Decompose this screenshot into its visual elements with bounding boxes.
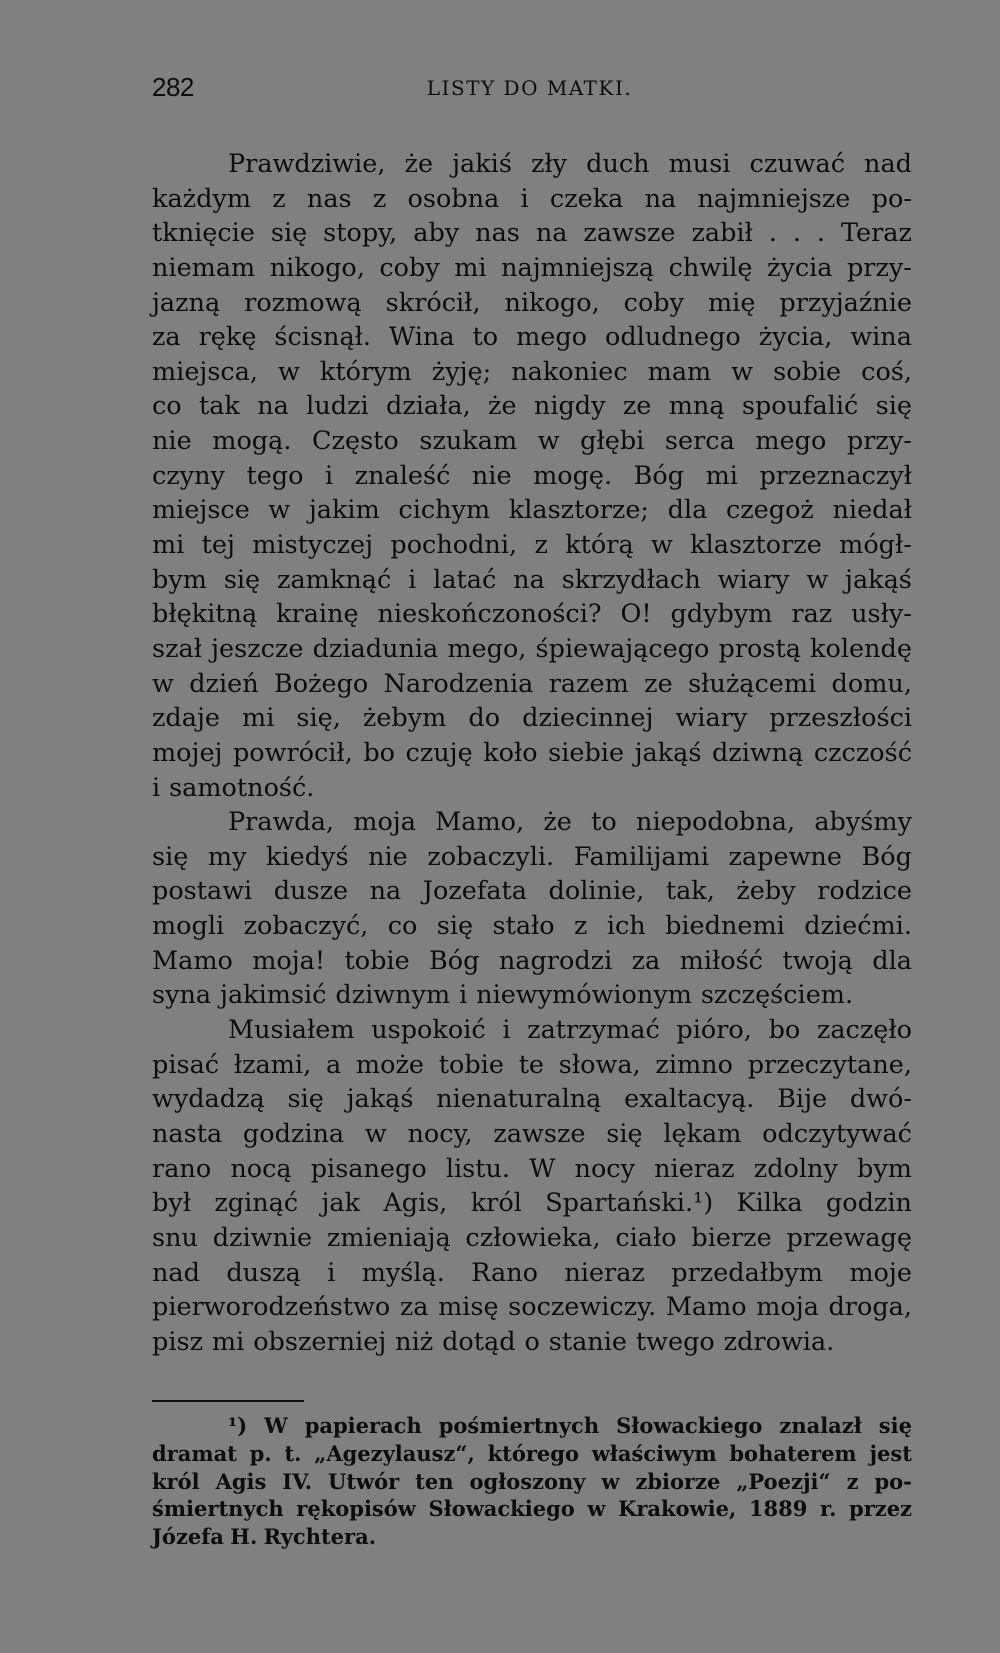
footnote-line: śmiertnych rękopisów Słowackiego w Krakowie, 1889 r. przez — [152, 1496, 912, 1522]
text-line: miejsce w jakim cichym klasztorze; dla czegoż niedał — [152, 495, 912, 526]
text-line: Musiałem uspokoić i zatrzymać pióro, bo zaczęło — [228, 1015, 912, 1046]
text-line: Prawda, moja Mamo, że to niepodobna, abyśmy — [228, 807, 912, 838]
text-line: nad duszą i myślą. Rano nieraz przedałbym moje — [152, 1257, 912, 1288]
text-line: niemam nikogo, coby mi najmniejszą chwilę życia przy- — [152, 252, 912, 283]
text-line: bym się zamknąć i latać na skrzydłach wiary w jakąś — [152, 564, 912, 595]
footnote-line: dramat p. t. „Agezylausz“, którego właściwym bohaterem jest — [152, 1440, 912, 1466]
text-line: snu dziwnie zmieniają człowieka, ciało bierze przewagę — [152, 1222, 912, 1253]
text-line: Prawdziwie, że jakiś zły duch musi czuwać nad — [228, 149, 912, 179]
text-line: wydadzą się jakąś nienaturalną exaltacyą. Bije dwó- — [152, 1084, 912, 1115]
footnote — [152, 1412, 912, 1551]
footnote-line: ¹) W papierach pośmiertnych Słowackiego znalazł się — [228, 1413, 912, 1438]
text-line: każdym z nas z osobna i czeka na najmniejsze po- — [152, 183, 912, 214]
text-line: czyny tego i znaleść nie mogę. Bóg mi przeznaczył — [152, 460, 912, 491]
page-number: 282 — [152, 72, 194, 102]
text-line: się my kiedyś nie zobaczyli. Familijami zapewne Bóg — [152, 841, 912, 872]
text-line: szał jeszcze dziadunia mego, śpiewającego prostą kolendę — [152, 633, 912, 664]
text-line: pisz mi obszerniej niż dotąd o stanie twego zdrowia. — [152, 1326, 835, 1357]
text-line: nasta godzina w nocy, zawsze się lękam odczytywać — [152, 1118, 912, 1149]
text-line: rano nocą pisanego listu. W nocy nieraz zdolny bym — [152, 1153, 912, 1184]
text-line: Mamo moja! tobie Bóg nagrodzi za miłość twoją dla — [152, 945, 912, 976]
text-line: zdaje mi się, żebym do dziecinnej wiary przeszłości — [152, 703, 912, 734]
running-head: LISTY DO MATKI. — [426, 76, 633, 100]
footnote-line: Józefa H. Rychtera. — [152, 1524, 377, 1550]
text-line: pisać łzami, a może tobie te słowa, zimno przeczytane, — [152, 1049, 912, 1080]
text-line: pierworodzeństwo za misę soczewiczy. Mamo moja droga, — [152, 1292, 912, 1323]
text-line: syna jakimsić dziwnym i niewymówionym szczęściem. — [152, 980, 854, 1011]
text-line: mojej powrócił, bo czuję koło siebie jakąś dziwną czczość — [152, 737, 912, 768]
footnote-rule — [152, 1400, 304, 1402]
text-line: był zginąć jak Agis, król Spartański.¹) Kilka godzin — [152, 1188, 912, 1219]
text-line: miejsca, w którym żyję; nakoniec mam w sobie coś, — [152, 356, 912, 387]
text-line: błękitną krainę nieskończoności? O! gdybym raz usły- — [152, 599, 912, 630]
text-line: w dzień Bożego Narodzenia razem ze służącemi domu, — [152, 668, 912, 699]
body-text — [152, 147, 912, 1359]
text-line: i samotność. — [152, 772, 315, 803]
text-line: tknięcie się stopy, aby nas na zawsze zabił . . . Teraz — [152, 218, 912, 249]
page-header — [152, 72, 907, 108]
text-line: nie mogą. Często szukam w głębi serca mego przy- — [152, 426, 912, 457]
text-line: jazną rozmową skrócił, nikogo, coby mię przyjaźnie — [152, 287, 912, 318]
footnote-line: król Agis IV. Utwór ten ogłoszony w zbiorze „Poezji“ z po- — [152, 1468, 912, 1494]
text-line: co tak na ludzi działa, że nigdy ze mną spoufalić się — [152, 391, 912, 422]
text-line: postawi dusze na Jozefata dolinie, tak, żeby rodzice — [152, 876, 912, 907]
text-line: za rękę ścisnął. Wina to mego odludnego życia, wina — [152, 322, 912, 353]
text-line: mogli zobaczyć, co się stało z ich biednemi dziećmi. — [152, 911, 912, 942]
text-line: mi tej mistyczej pochodni, z którą w klasztorze mógł- — [152, 530, 912, 561]
